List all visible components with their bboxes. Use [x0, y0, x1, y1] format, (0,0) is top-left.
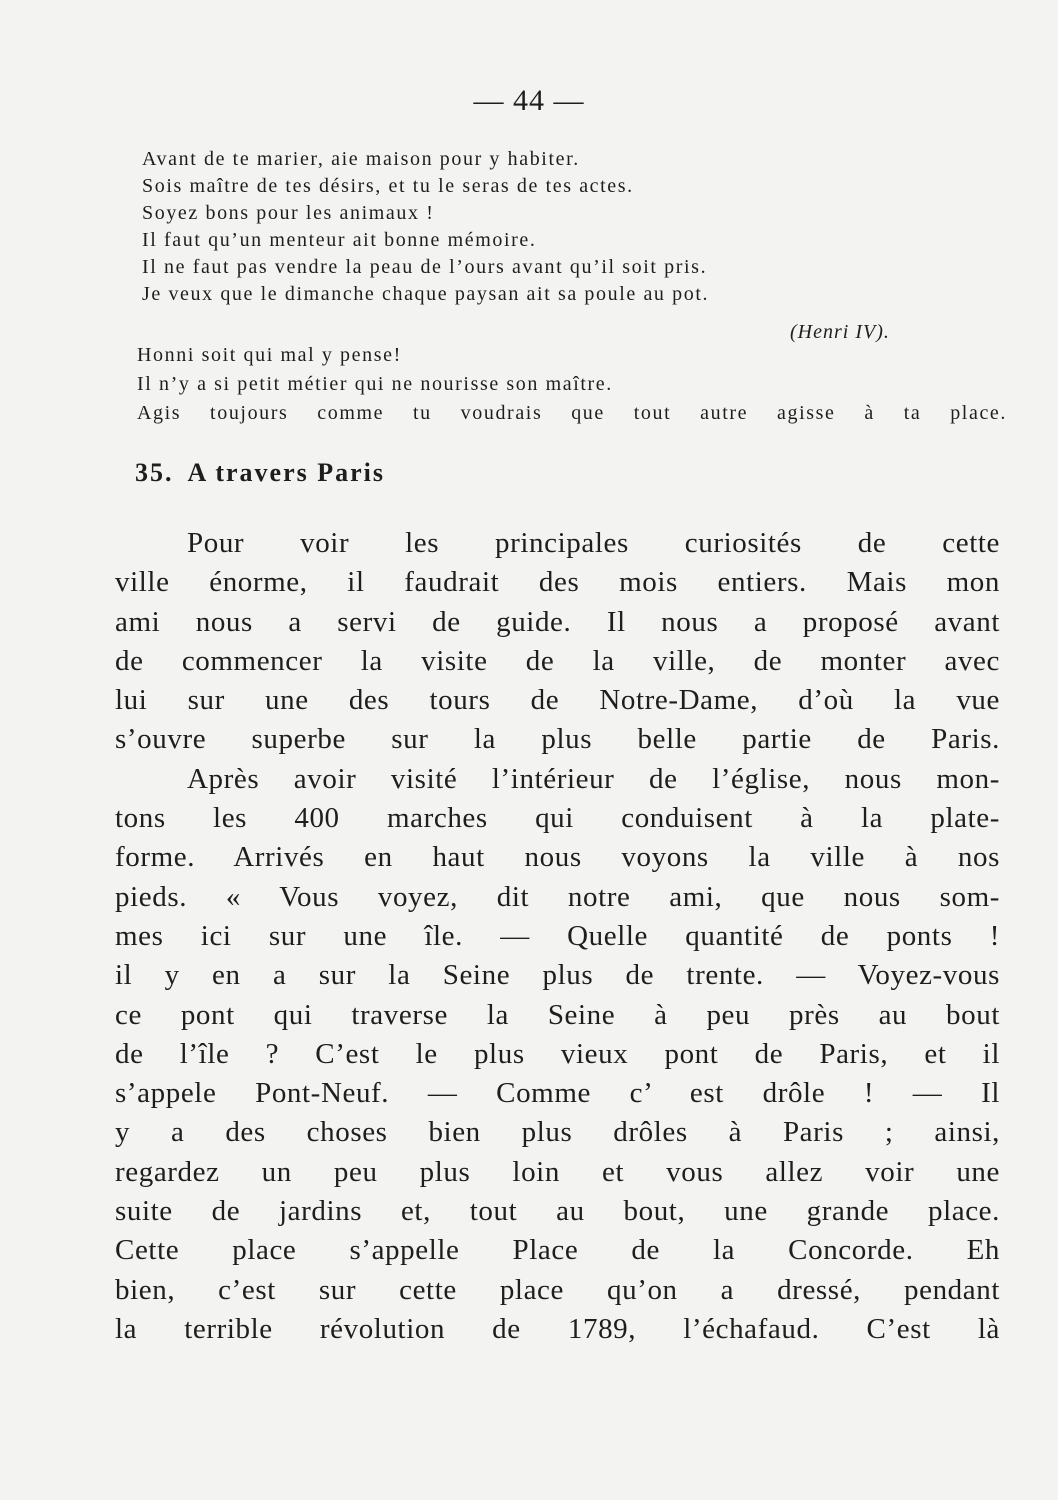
- maxims-list: [142, 146, 1002, 308]
- section-body: [115, 524, 1000, 1349]
- body-line: lui sur une des tours de Notre-Dame, d’où la vue: [115, 684, 1000, 717]
- body-line: ce pont qui traverse la Seine à peu près au bout: [115, 998, 1000, 1031]
- body-line: suite de jardins et, tout au bout, une grande place.: [115, 1195, 1000, 1228]
- maxim-line: Soyez bons pour les animaux !: [142, 202, 435, 224]
- maxim-line: Il ne faut pas vendre la peau de l’ours avant qu’il soit pris.: [142, 256, 708, 278]
- maxim-line: Il faut qu’un menteur ait bonne mémoire.: [142, 229, 537, 251]
- maxim-line: Sois maître de tes désirs, et tu le seras de tes actes.: [142, 175, 634, 197]
- body-line: tons les 400 marches qui conduisent à la plate-: [115, 802, 1000, 835]
- body-line: pieds. « Vous voyez, dit notre ami, que nous som-: [115, 880, 1000, 913]
- body-line: s’ouvre superbe sur la plus belle partie de Paris.: [115, 723, 1000, 756]
- maxim-attribution: (Henri IV).: [790, 321, 890, 343]
- body-line: y a des choses bien plus drôles à Paris ; ainsi,: [115, 1116, 1000, 1149]
- section-heading: [135, 458, 385, 488]
- body-line: la terrible révolution de 1789, l’échafaud. C’est là: [115, 1312, 1000, 1345]
- page-number: — 44 —: [473, 84, 585, 117]
- body-line: de commencer la visite de la ville, de monter avec: [115, 644, 1000, 677]
- body-line: regardez un peu plus loin et vous allez voir une: [115, 1155, 1000, 1188]
- body-line: forme. Arrivés en haut nous voyons la ville à nos: [115, 841, 1000, 874]
- body-line: il y en a sur la Seine plus de trente. — Voyez-vous: [115, 959, 1000, 992]
- body-line: ville énorme, il faudrait des mois entiers. Mais mon: [115, 566, 1000, 599]
- body-line: de l’île ? C’est le plus vieux pont de Paris, et il: [115, 1037, 1000, 1070]
- maxim-line: Avant de te marier, aie maison pour y habiter.: [142, 148, 580, 170]
- body-line: Après avoir visité l’intérieur de l’église, nous mon-: [187, 762, 1000, 795]
- maxim-line: Agis toujours comme tu voudrais que tout autre agisse à ta place.: [137, 402, 1007, 424]
- maxims-list-continued: [137, 341, 1007, 428]
- body-line: mes ici sur une île. — Quelle quantité de ponts !: [115, 919, 1000, 952]
- body-line: ami nous a servi de guide. Il nous a proposé avant: [115, 605, 1000, 638]
- body-line: s’appele Pont-Neuf. — Comme c’ est drôle ! — Il: [115, 1077, 1000, 1110]
- body-line: Pour voir les principales curiosités de cette: [187, 527, 1000, 559]
- maxim-line: Je veux que le dimanche chaque paysan ait sa poule au pot.: [142, 283, 710, 305]
- body-line: Cette place s’appelle Place de la Concorde. Eh: [115, 1234, 1000, 1267]
- section-number: 35.: [135, 458, 174, 487]
- maxim-line: Il n’y a si petit métier qui ne nourisse son maître.: [137, 373, 613, 395]
- body-line: bien, c’est sur cette place qu’on a dressé, pendant: [115, 1273, 1000, 1306]
- maxim-line: Honni soit qui mal y pense!: [137, 344, 402, 366]
- section-title: A travers Paris: [187, 458, 386, 487]
